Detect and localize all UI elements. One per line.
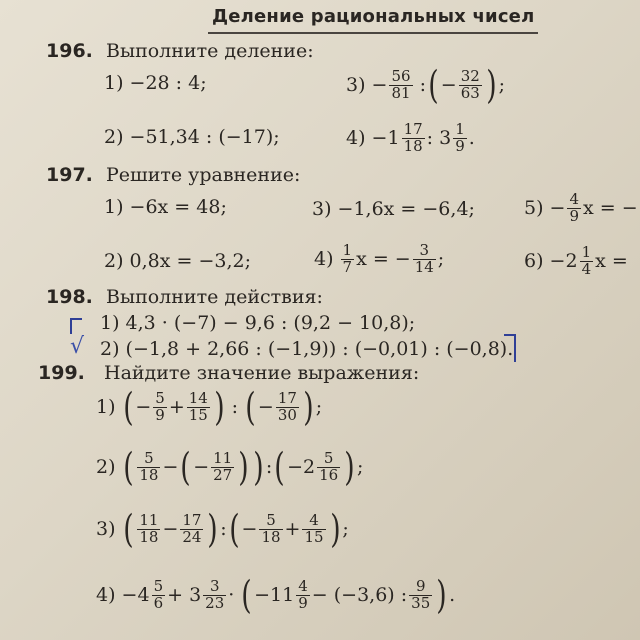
- page-title: Деление рациональных чисел: [212, 6, 535, 27]
- problem-197-item-2: 2) 0,8x = −3,2;: [104, 250, 252, 272]
- problem-199-item-4: 4) −4 $\frac{5}{6}$ + 3 $\frac{3}{23}$ · ( −11 $\frac{4}{9}$ − (−3,6) : $\frac{9}{35}$ ) .: [96, 573, 456, 617]
- problem-197-number: 197.: [46, 164, 93, 186]
- problem-196-item-3: 3) − $\frac{56}{81}$ : ( − $\frac{32}{63}$ ) ;: [346, 63, 506, 107]
- problem-197-item-3: 3) −1,6x = −6,4;: [312, 198, 475, 220]
- problem-197-item-5: 5) − $\frac{4}{9}$ x = −: [524, 190, 638, 225]
- problem-197-task: Решите уравнение:: [106, 164, 301, 186]
- problem-198-item-1: 1) 4,3 · (−7) − 9,6 : (9,2 − 10,8);: [100, 312, 416, 334]
- handwritten-check-mark: √: [70, 334, 85, 359]
- problem-197-item-4: 4) $\frac{1}{7}$ x = − $\frac{3}{14}$ ;: [314, 241, 445, 276]
- problem-198-item-2: 2) (−1,8 + 2,66 : (−1,9)) : (−0,01) : (−0,8).: [100, 338, 514, 360]
- problem-196-item-2: 2) −51,34 : (−17);: [104, 126, 280, 148]
- fraction: $\frac{32}{63}$: [460, 66, 480, 102]
- problem-199-item-2: 2) ( $\frac{5}{18}$ − ( − $\frac{11}{27}$ ) ) : ( −2 $\frac{5}{16}$ ) ;: [96, 445, 364, 489]
- problem-197-item-6: 6) −2 $\frac{1}{4}$ x =: [524, 243, 628, 278]
- problem-196-item-1: 1) −28 : 4;: [104, 72, 207, 94]
- problem-197-item-1: 1) −6x = 48;: [104, 196, 227, 218]
- problem-199-item-1: 1) ( − $\frac{5}{9}$ + $\frac{14}{15}$ ) : ( − $\frac{17}{30}$ ) ;: [96, 385, 323, 429]
- title-rule: [208, 32, 538, 34]
- handwritten-bracket-mark-end: [504, 334, 516, 362]
- problem-199-number: 199.: [38, 362, 85, 384]
- fraction: $\frac{56}{81}$: [391, 66, 411, 102]
- item-label: 3) −: [346, 74, 388, 96]
- handwritten-bracket-mark: [70, 318, 82, 334]
- problem-198-number: 198.: [46, 286, 93, 308]
- problem-196-item-4: 4) −1 $\frac{17}{18}$ : 3 $\frac{1}{9}$ .: [346, 120, 475, 155]
- problem-198-task: Выполните действия:: [106, 286, 323, 308]
- problem-199-item-3: 3) ( $\frac{11}{18}$ − $\frac{17}{24}$ ) : ( − $\frac{5}{18}$ + $\frac{4}{15}$ ) ;: [96, 507, 349, 551]
- problem-196-number: 196.: [46, 40, 93, 62]
- problem-196-task: Выполните деление:: [106, 40, 314, 62]
- problem-199-task: Найдите значение выражения:: [104, 362, 420, 384]
